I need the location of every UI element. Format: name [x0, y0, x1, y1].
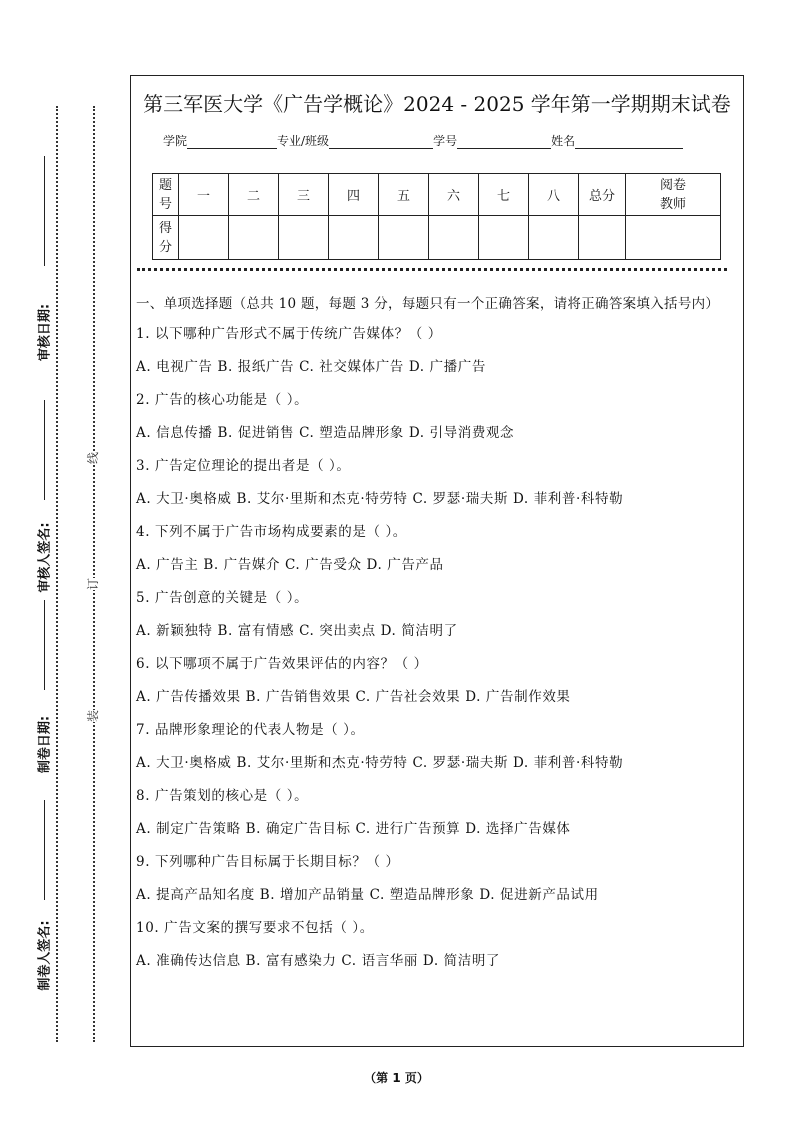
- college-field[interactable]: [187, 136, 277, 149]
- exam-frame: [130, 75, 744, 1047]
- score-cell[interactable]: [379, 216, 429, 260]
- option[interactable]: B. 艾尔·里斯和杰克·特劳特: [236, 755, 408, 771]
- question-options: [136, 422, 742, 444]
- section-title: 一、单项选择题（总共 10 题，每题 3 分，每题只有一个正确答案，请将正确答案填入括号内）: [136, 296, 720, 312]
- option[interactable]: B. 广告销售效果: [245, 689, 351, 705]
- major-class-label: 专业/班级: [277, 134, 330, 148]
- option[interactable]: B. 确定广告目标: [245, 821, 351, 837]
- option[interactable]: A. 广告主: [136, 557, 199, 573]
- question-stem: 5. 广告创意的关键是（ ）。: [136, 590, 309, 606]
- reader-head: 阅卷 教师: [626, 174, 721, 216]
- option[interactable]: C. 广告社会效果: [355, 689, 461, 705]
- option[interactable]: B. 报纸广告: [217, 359, 295, 375]
- question-list: [136, 323, 742, 972]
- total-score-cell[interactable]: [579, 216, 626, 260]
- reviewer-sign-label: 审核人签名:: [37, 522, 53, 593]
- option[interactable]: A. 信息传播: [136, 425, 213, 441]
- question-options: [136, 356, 742, 378]
- question-options: [136, 752, 742, 774]
- question-stem: 8. 广告策划的核心是（ ）。: [136, 788, 309, 804]
- dotted-separator: [137, 268, 727, 271]
- reader-sign-cell[interactable]: [626, 216, 721, 260]
- question-options: [136, 554, 742, 576]
- option[interactable]: C. 社交媒体广告: [299, 359, 404, 375]
- question-options: [136, 884, 742, 906]
- option[interactable]: D. 促进新产品试用: [479, 887, 599, 903]
- option[interactable]: D. 广告产品: [366, 557, 444, 573]
- total-head: 总分: [579, 174, 626, 216]
- option[interactable]: C. 广告受众: [284, 557, 362, 573]
- score-cell[interactable]: [329, 216, 379, 260]
- option[interactable]: B. 促进销售: [217, 425, 295, 441]
- score-cell[interactable]: [529, 216, 579, 260]
- option[interactable]: A. 制定广告策略: [136, 821, 241, 837]
- option[interactable]: C. 塑造品牌形象: [299, 425, 404, 441]
- col-4: 四: [329, 174, 379, 216]
- option[interactable]: A. 准确传达信息: [136, 953, 241, 969]
- col-7: 七: [479, 174, 529, 216]
- option[interactable]: A. 大卫·奥格威: [136, 755, 232, 771]
- option[interactable]: A. 电视广告: [136, 359, 213, 375]
- option[interactable]: D. 简洁明了: [422, 953, 501, 969]
- name-label: 姓名: [551, 134, 576, 148]
- option[interactable]: A. 大卫·奥格威: [136, 491, 232, 507]
- section-single-choice: [136, 293, 742, 983]
- question-options: [136, 686, 742, 708]
- option[interactable]: B. 增加产品销量: [259, 887, 365, 903]
- student-info-row: [163, 132, 683, 149]
- option[interactable]: B. 艾尔·里斯和杰克·特劳特: [236, 491, 408, 507]
- option[interactable]: C. 语言华丽: [341, 953, 418, 969]
- option[interactable]: D. 引导消费观念: [408, 425, 515, 441]
- cut-mark-order: 订: [86, 577, 101, 591]
- question-options: [136, 818, 742, 840]
- score-cell[interactable]: [429, 216, 479, 260]
- option[interactable]: B. 富有情感: [217, 623, 295, 639]
- option[interactable]: D. 菲利普·科特勒: [512, 491, 624, 507]
- score-table-score-row: [153, 216, 721, 260]
- question-stem: 1. 以下哪种广告形式不属于传统广告媒体？（ ）: [136, 326, 442, 342]
- question-options: [136, 620, 742, 642]
- option[interactable]: A. 广告传播效果: [136, 689, 241, 705]
- maker-sign-label: 制卷人签名:: [37, 920, 53, 991]
- option[interactable]: D. 广播广告: [408, 359, 486, 375]
- col-5: 五: [379, 174, 429, 216]
- make-date-line: [44, 600, 45, 690]
- score-cell[interactable]: [279, 216, 329, 260]
- option[interactable]: A. 新颖独特: [136, 623, 213, 639]
- option[interactable]: C. 罗瑟·瑞夫斯: [412, 491, 509, 507]
- col-2: 二: [229, 174, 279, 216]
- question-options: [136, 950, 742, 972]
- question-stem: 4. 下列不属于广告市场构成要素的是（ ）。: [136, 524, 407, 540]
- binding-dotted-line-outer: [56, 106, 58, 1042]
- option[interactable]: D. 选择广告媒体: [465, 821, 571, 837]
- score-cell[interactable]: [229, 216, 279, 260]
- question-stem: 9. 下列哪种广告目标属于长期目标？（ ）: [136, 854, 400, 870]
- question-number-head: 题 号: [153, 174, 179, 216]
- question-stem: 3. 广告定位理论的提出者是（ ）。: [136, 458, 351, 474]
- question-stem: 2. 广告的核心功能是（ ）。: [136, 392, 309, 408]
- option[interactable]: A. 提高产品知名度: [136, 887, 255, 903]
- college-label: 学院: [163, 134, 188, 148]
- score-table: [152, 173, 721, 260]
- col-6: 六: [429, 174, 479, 216]
- cut-mark-bind: 装: [86, 709, 101, 723]
- col-8: 八: [529, 174, 579, 216]
- score-head: 得 分: [153, 216, 179, 260]
- name-field[interactable]: [575, 136, 683, 149]
- option[interactable]: D. 广告制作效果: [465, 689, 571, 705]
- question-options: [136, 488, 742, 510]
- option[interactable]: C. 突出卖点: [299, 623, 376, 639]
- cut-mark-line: 线: [86, 451, 101, 465]
- option[interactable]: D. 菲利普·科特勒: [512, 755, 624, 771]
- maker-sign-line: [44, 800, 45, 900]
- page-number: （第 1 页）: [364, 1071, 429, 1085]
- student-id-field[interactable]: [457, 136, 551, 149]
- option[interactable]: B. 富有感染力: [245, 953, 337, 969]
- col-1: 一: [179, 174, 229, 216]
- option[interactable]: C. 塑造品牌形象: [369, 887, 475, 903]
- option[interactable]: D. 简洁明了: [380, 623, 458, 639]
- review-date-line: [44, 156, 45, 266]
- option[interactable]: C. 罗瑟·瑞夫斯: [412, 755, 509, 771]
- review-date-label: 审核日期:: [37, 303, 53, 362]
- col-3: 三: [279, 174, 329, 216]
- score-table-header-row: [153, 174, 721, 216]
- student-id-label: 学号: [433, 134, 458, 148]
- question-stem: 10. 广告文案的撰写要求不包括（ ）。: [136, 920, 374, 936]
- exam-title: 第三军医大学《广告学概论》2024 - 2025 学年第一学期期末试卷: [143, 92, 731, 116]
- option[interactable]: C. 进行广告预算: [355, 821, 461, 837]
- score-cell[interactable]: [479, 216, 529, 260]
- major-class-field[interactable]: [329, 136, 433, 149]
- make-date-label: 制卷日期:: [37, 715, 53, 774]
- reviewer-sign-line: [44, 400, 45, 500]
- question-stem: 6. 以下哪项不属于广告效果评估的内容？（ ）: [136, 656, 428, 672]
- score-cell[interactable]: [179, 216, 229, 260]
- option[interactable]: B. 广告媒介: [203, 557, 281, 573]
- question-stem: 7. 品牌形象理论的代表人物是（ ）。: [136, 722, 365, 738]
- binding-dotted-line-inner: [93, 106, 95, 1042]
